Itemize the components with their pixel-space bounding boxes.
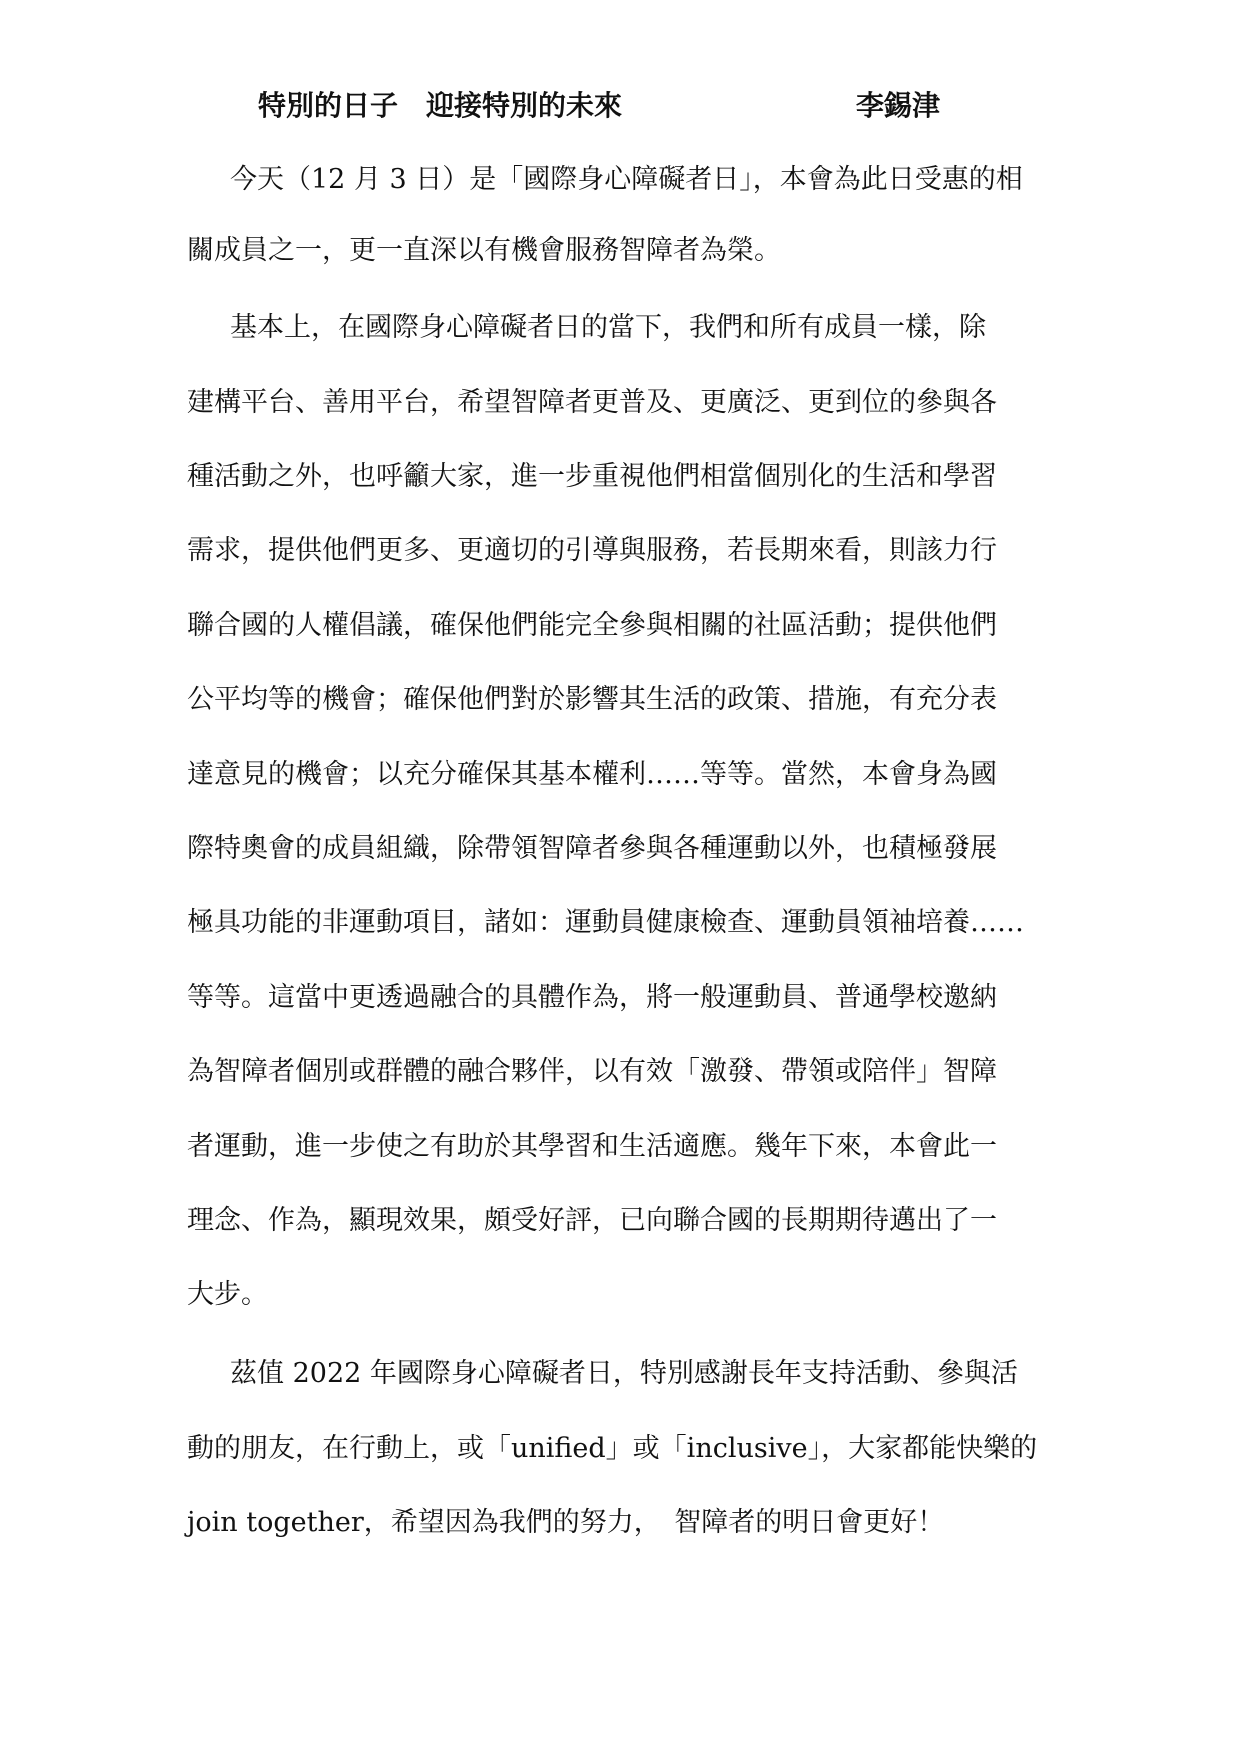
paragraph-line: 達意見的機會；以充分確保其基本權利……等等。當然，本會身為國	[187, 759, 997, 790]
paragraph-line: 理念、作為，顯現效果，頗受好評，已向聯合國的長期期待邁出了一	[187, 1205, 997, 1236]
paragraph-line: 今天（12 月 3 日）是「國際身心障礙者日」，本會為此日受惠的相	[230, 164, 1023, 195]
paragraph-line: 際特奧會的成員組織，除帶領智障者參與各種運動以外，也積極發展	[187, 833, 997, 864]
page-title: 特別的日子 迎接特別的未來	[258, 89, 623, 122]
paragraph-line: 建構平台、善用平台，希望智障者更普及、更廣泛、更到位的參與各	[187, 387, 997, 418]
paragraph-line: 等等。這當中更透過融合的具體作為，將一般運動員、普通學校邀納	[187, 982, 997, 1013]
paragraph-line: 基本上，在國際身心障礙者日的當下，我們和所有成員一樣，除	[230, 312, 986, 343]
paragraph-line: 茲值 2022 年國際身心障礙者日，特別感謝長年支持活動、參與活	[230, 1358, 1018, 1389]
paragraph-line: 需求，提供他們更多、更適切的引導與服務，若長期來看，則該力行	[187, 535, 997, 566]
paragraph-line: 關成員之一，更一直深以有機會服務智障者為榮。	[187, 235, 781, 266]
paragraph-line: 動的朋友，在行動上，或「unified」或「inclusive」，大家都能快樂的	[187, 1433, 1038, 1464]
paragraph-line: 為智障者個別或群體的融合夥伴，以有效「激發、帶領或陪伴」智障	[187, 1056, 997, 1087]
paragraph-line: 者運動，進一步使之有助於其學習和生活適應。幾年下來，本會此一	[187, 1131, 997, 1162]
paragraph-line: 聯合國的人權倡議，確保他們能完全參與相關的社區活動；提供他們	[187, 610, 997, 641]
paragraph-line: 種活動之外，也呼籲大家，進一步重視他們相當個別化的生活和學習	[187, 461, 997, 492]
paragraph-line: 大步。	[187, 1279, 268, 1310]
paragraph-line: 極具功能的非運動項目，諸如：運動員健康檢查、運動員領袖培養……	[187, 907, 1024, 938]
paragraph-line: 公平均等的機會；確保他們對於影響其生活的政策、措施，有充分表	[187, 684, 997, 715]
paragraph-line: join together，希望因為我們的努力， 智障者的明日會更好！	[187, 1507, 945, 1538]
header	[0, 84, 1241, 124]
author-name: 李錫津	[856, 89, 941, 122]
